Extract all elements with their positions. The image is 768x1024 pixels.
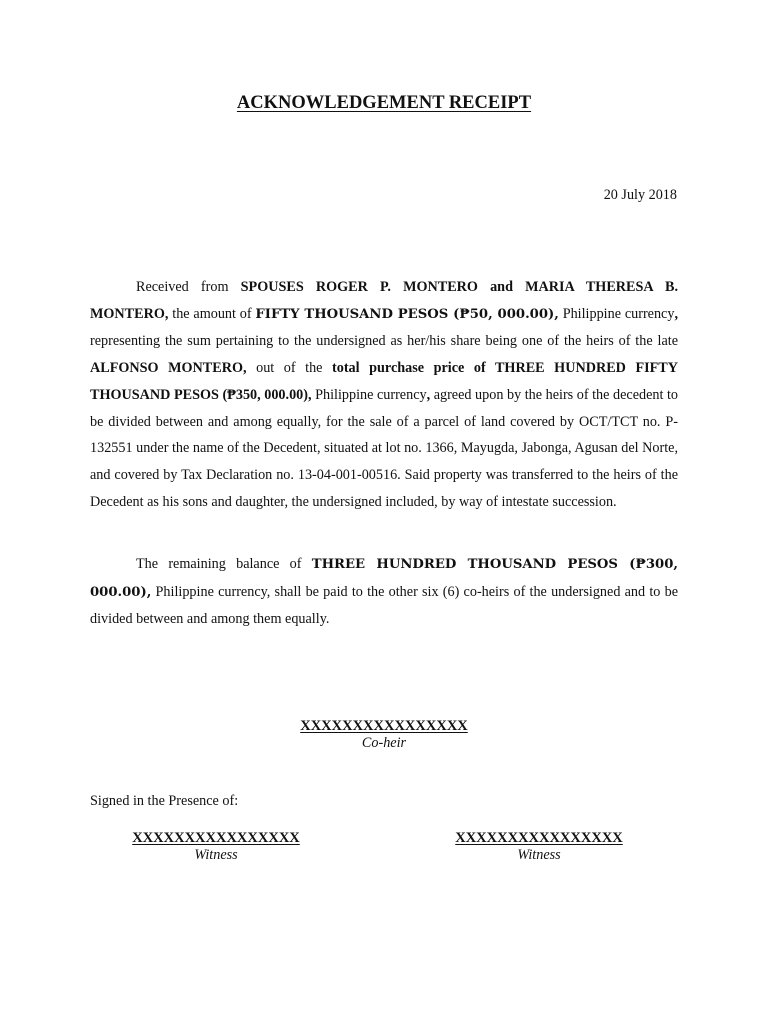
witness-role: Witness bbox=[517, 847, 561, 863]
witness-signature-block-1 bbox=[116, 830, 316, 863]
payer-names: SPOUSES ROGER P. MONTERO and MARIA THERESA B. MONTERO, bbox=[90, 279, 679, 322]
coheir-name: XXXXXXXXXXXXXXXX bbox=[300, 718, 468, 734]
total-purchase-price: total purchase price of THREE HUNDRED FIFTY THOUSAND PESOS (₱350, 000.00), bbox=[90, 360, 679, 403]
amount-received: FIFTY THOUSAND PESOS (₱50, 000.00), bbox=[255, 306, 559, 322]
decedent-name: ALFONSO MONTERO, bbox=[90, 360, 247, 377]
receipt-paragraph-1: Received from SPOUSES ROGER P. MONTERO and MARIA THERESA B. MONTERO, the amount of FIFTY THOUSAND PESOS (₱50, 000.00), Philippine currency, representing the sum pertaining to the undersigned as her/his share being one of the heirs of the late ALFONSO MONTERO, out of the total purchase price of THREE HUNDRED FIFTY THOUSAND PESOS (₱350, 000.00), Philippine currency, agreed upon by the heirs of the decedent to be divided between and among equally, for the sale of a parcel of land covered by OCT/TCT no. P-132551 under the name of the Decedent, situated at lot no. 1366, Mayugda, Jabonga, Agusan del Norte, and covered by Tax Declaration no. 13-04-001-00516. Said property was transferred to the heirs of the Decedent as his sons and daughter, the undersigned included, by way of intestate succession. bbox=[90, 279, 679, 510]
document-title: ACKNOWLEDGEMENT RECEIPT bbox=[236, 93, 532, 113]
witness-name: XXXXXXXXXXXXXXXX bbox=[132, 830, 300, 846]
witness-name: XXXXXXXXXXXXXXXX bbox=[455, 830, 623, 846]
remaining-balance: THREE HUNDRED THOUSAND PESOS (₱300, 000.00), bbox=[90, 557, 678, 600]
witness-signature-block-2 bbox=[439, 830, 639, 863]
coheir-signature-block bbox=[284, 718, 484, 751]
coheir-role: Co-heir bbox=[361, 735, 407, 751]
document-date: 20 July 2018 bbox=[603, 187, 677, 203]
receipt-paragraph-2: The remaining balance of THREE HUNDRED THOUSAND PESOS (₱300, 000.00), Philippine currency, shall be paid to the other six (6) co-heirs of the undersigned and to be divided between and among them equally. bbox=[90, 556, 678, 628]
presence-label: Signed in the Presence of: bbox=[90, 793, 239, 809]
witness-role: Witness bbox=[194, 847, 238, 863]
